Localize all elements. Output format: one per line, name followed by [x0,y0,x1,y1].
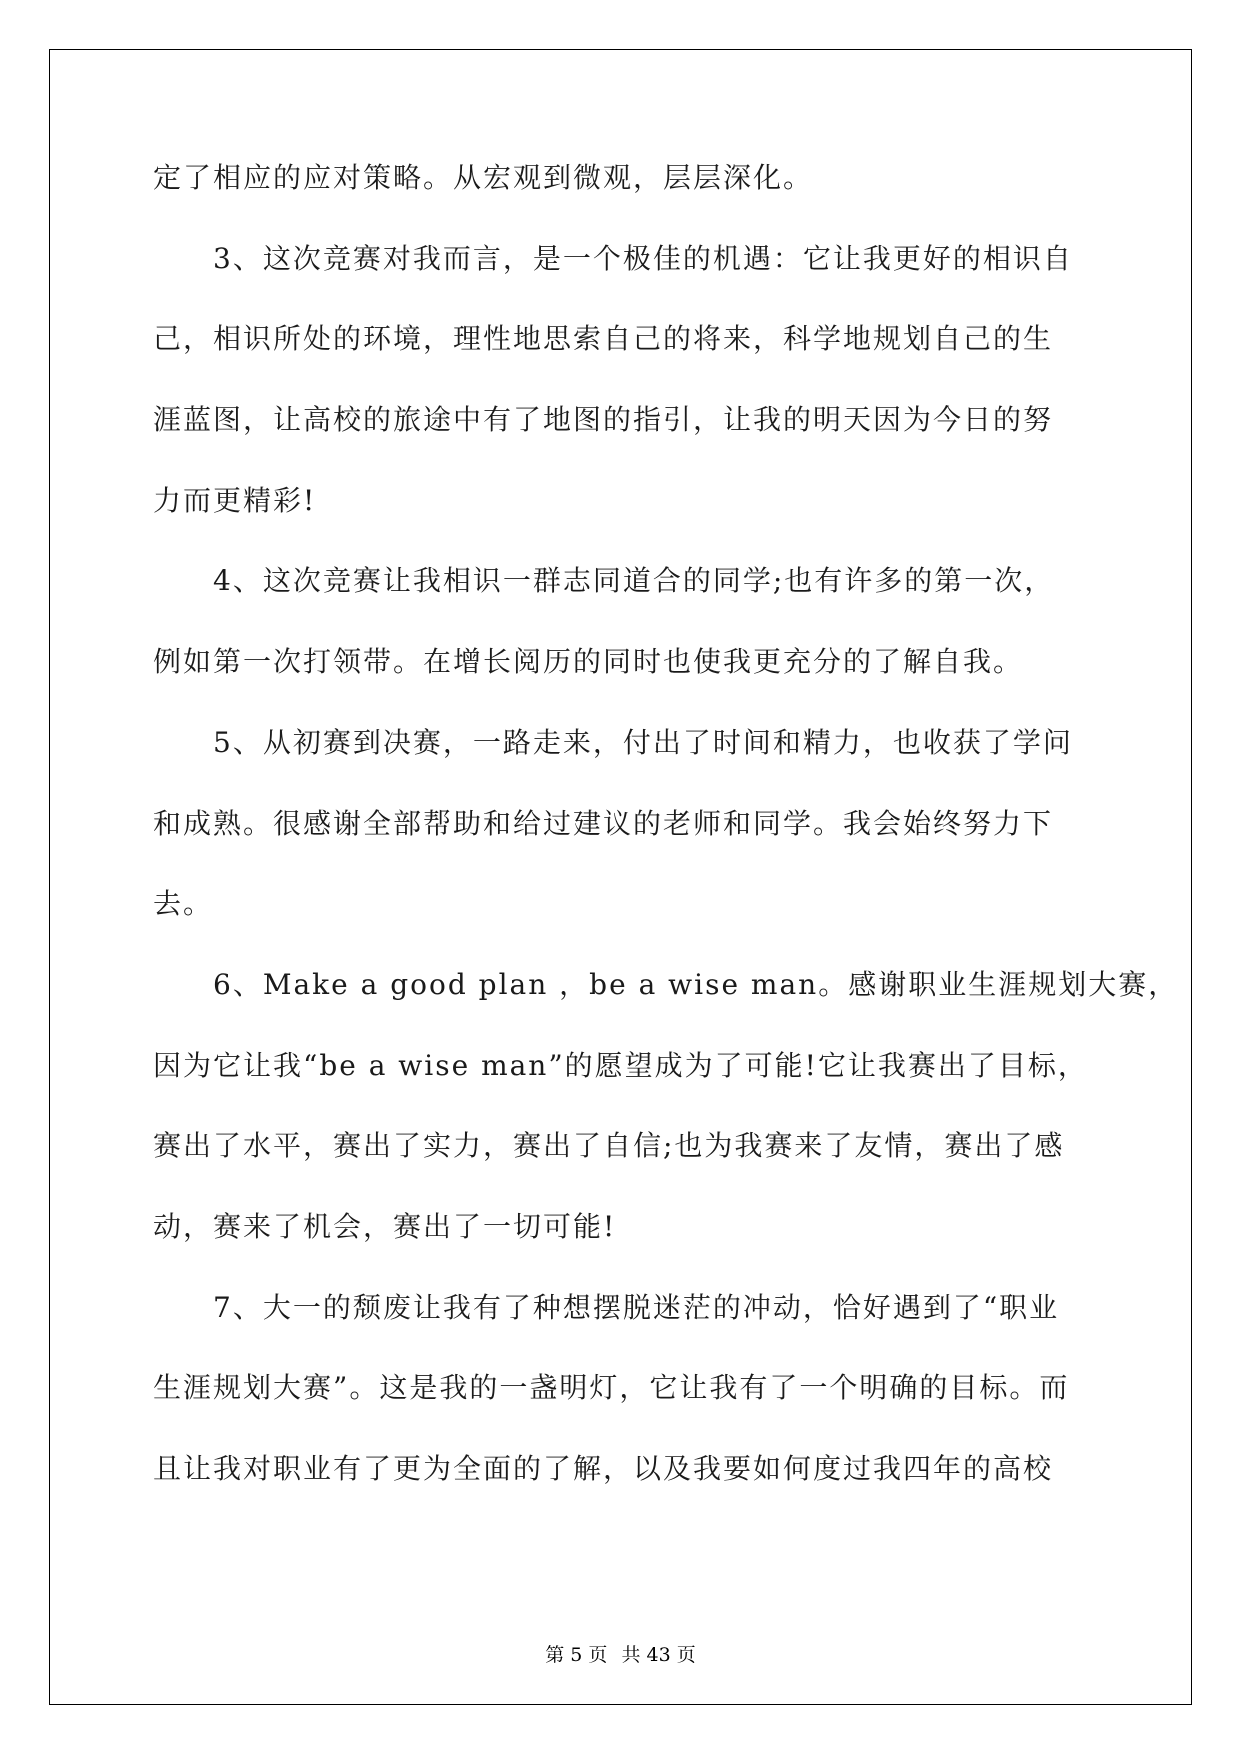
text-line: 5、从初赛到决赛，一路走来，付出了时间和精力，也收获了学问 [213,725,1073,759]
document-body [153,158,1179,1530]
text-line: 定了相应的应对策略。从宏观到微观，层层深化。 [153,161,814,194]
text-line: 去。 [153,887,214,921]
total-pages: 共 43 页 [621,1644,696,1666]
text-line: 例如第一次打领带。在增长阅历的同时也使我更充分的了解自我。 [153,645,1024,679]
text-line: 4、这次竞赛让我相识一群志同道合的同学;也有许多的第一次， [213,564,1055,598]
page-footer [0,1640,1241,1667]
text-line: 因为它让我“be a wise man”的愿望成为了可能!它让我赛出了目标， [153,1048,1088,1082]
text-line: 己，相识所处的环境，理性地思索自己的将来，科学地规划自己的生 [153,322,1054,356]
text-line: 3、这次竞赛对我而言，是一个极佳的机遇：它让我更好的相识自 [213,241,1073,275]
page-number: 第 5 页 [545,1644,608,1666]
text-line: 生涯规划大赛”。这是我的一盏明灯，它让我有了一个明确的目标。而 [153,1371,1070,1405]
text-line: 且让我对职业有了更为全面的了解，以及我要如何度过我四年的高校 [153,1452,1054,1485]
text-line: 6、Make a good plan ，be a wise man。感谢职业生涯规划大赛， [213,967,1179,1001]
text-line: 和成熟。很感谢全部帮助和给过建议的老师和同学。我会始终努力下 [153,806,1054,840]
text-line: 力而更精彩! [153,483,317,517]
text-line: 赛出了水平，赛出了实力，赛出了自信;也为我赛来了友情，赛出了感 [153,1129,1065,1163]
text-line: 7、大一的颓废让我有了种想摆脱迷茫的冲动，恰好遇到了“职业 [213,1290,1060,1324]
text-line: 动，赛来了机会，赛出了一切可能! [153,1209,617,1243]
text-line: 涯蓝图，让高校的旅途中有了地图的指引，让我的明天因为今日的努 [153,403,1054,437]
